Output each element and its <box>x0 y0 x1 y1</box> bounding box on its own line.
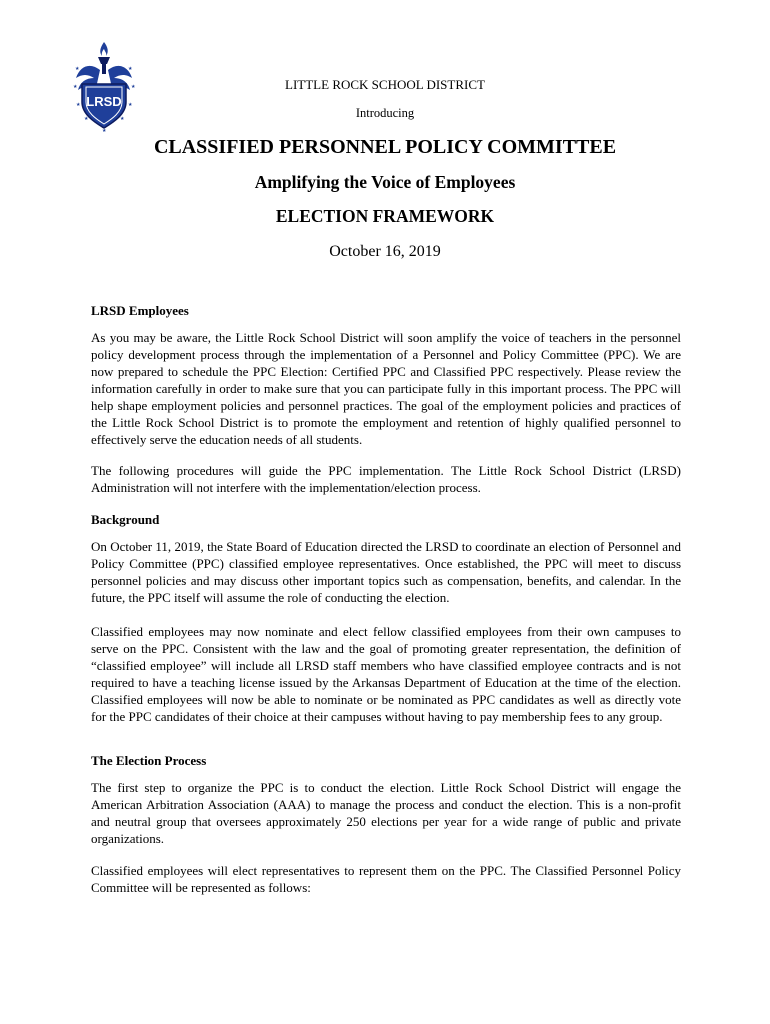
section-heading-election-process: The Election Process <box>91 753 207 768</box>
framework-heading: ELECTION FRAMEWORK <box>275 206 495 226</box>
introducing-label: Introducing <box>355 106 415 120</box>
svg-text:★: ★ <box>84 116 89 122</box>
svg-text:★: ★ <box>131 84 136 90</box>
svg-text:★: ★ <box>120 116 125 122</box>
section-heading-employees: LRSD Employees <box>91 303 189 318</box>
svg-text:★: ★ <box>128 102 133 108</box>
paragraph-procedures: The following procedures will guide the PPC implementation. The Little Rock School District (LRSD) Administration will not interfere with the implementation/election process. <box>91 463 681 495</box>
paragraph-classified-employees: Classified employees may now nominate and elect fellow classified employees from their own campuses to serve on the PPC. Consistent with the law and the goal of promoting greater representation, the definition of “classified employee” will include all LRSD staff members who have classified employee contracts and is not required to have a teaching license issued by the Arkansas Department of Education at the time of the election. Classified employees will now be able to nominate or be nominated as PPC candidates as well as directly vote for the PPC candidates of their choice at their campuses without having to pay membership fees to any group. <box>91 624 681 724</box>
district-name: LITTLE ROCK SCHOOL DISTRICT <box>285 77 485 92</box>
svg-text:★: ★ <box>76 102 81 108</box>
svg-text:★: ★ <box>102 128 107 132</box>
svg-text:★: ★ <box>128 66 133 72</box>
paragraph-representation: Classified employees will elect representatives to represent them on the PPC. The Classified Personnel Policy Committee will be represented as follows: <box>91 863 681 895</box>
paragraph-background: On October 11, 2019, the State Board of Education directed the LRSD to coordinate an election of Personnel and Policy Committee (PPC) classified employee representatives. Once established, the PPC will meet to discuss personnel policies and may discuss other important topics such as compensation, benefits, and calendar. In the future, the PPC itself will assume the role of conducting the election. <box>91 539 681 605</box>
document-subtitle: Amplifying the Voice of Employees <box>254 172 516 192</box>
document-date: October 16, 2019 <box>329 243 441 260</box>
svg-text:★: ★ <box>75 66 80 72</box>
logo-text: LRSD <box>86 94 122 109</box>
document-title: CLASSIFIED PERSONNEL POLICY COMMITTEE <box>153 136 617 158</box>
paragraph-intro: As you may be aware, the Little Rock School District will soon amplify the voice of teachers in the personnel policy development process through the implementation of a Personnel and Policy Committee (PPC). We are now prepared to schedule the PPC Election: Certified PPC and Classified PPC respectively. Please review the information carefully in order to make sure that you can participate fully in this important process. The PPC will help shape employment policies and personnel practices. The goal of the employment policies and practices of the Little Rock School District is to promote the employment and retention of highly qualified personnel to effectively serve the education needs of all students. <box>91 330 681 447</box>
paragraph-election-first-step: The first step to organize the PPC is to conduct the election. Little Rock School District will engage the American Arbitration Association (AAA) to manage the process and conduct the election. This is a non-profit and neutral group that oversees approximately 250 elections per year for a wide range of public and private organizations. <box>91 780 681 846</box>
svg-text:★: ★ <box>73 84 78 90</box>
section-heading-background: Background <box>91 512 160 527</box>
